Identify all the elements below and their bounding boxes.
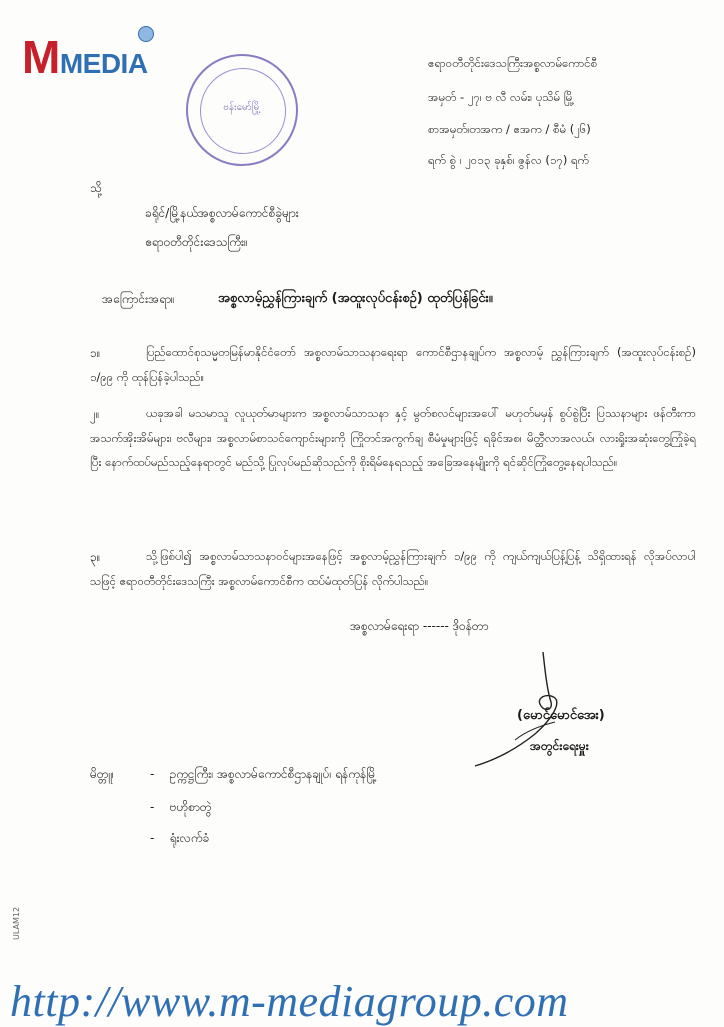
cc-item: - ဥက္ကဋ္ဌကြီး၊ အစ္စလာမ်ကောင်စီဌာနချုပ်၊ ရန်ကုန်မြို့ [150,767,377,781]
subject-label: အကြောင်းအရာ။ [102,292,175,306]
signer-name: (မောင်မောင်အေး) [517,708,605,723]
header-org: ဧရာဝတီတိုင်းဒေသကြီးအစ္စလာမ်ကောင်စီ [428,56,598,70]
paragraph-2: ယခုအခါ မသမာသူ လူယုတ်မာများက အစ္စလာမ်သာသနာ နှင့် မွတ်စလင်များအပေါ် မဟုတ်မမှန် စွပ်စွဲပြီး ပြဿနာများ ဖန်တီးကာ အသက်အိုးအိမ်များ၊ ဗလီများ၊ အစ္စလာမ်စာသင်ကျောင်းများကို ကြိုတင်အကွက်ချ စီမံမှုများဖြင့် ရခိုင်အစ၊ မိတ္ထီလာအလယ်၊ လားရှိုးအဆုံးတွေ့ကြုံခဲ့ရပြီး နောက်ထပ်မည်သည့်နေရာတွင် မည်သို့ ပြုလုပ်မည်ဆိုသည်ကို စိုးရိမ်နေရသည့် အခြေအနေမျိုးကို ရင်ဆိုင်ကြုံတွေ့နေရပါသည်။ [90,406,696,469]
footer-url-watermark: http://www.m-mediagroup.com [10,977,569,1026]
paragraph-1: ပြည်ထောင်စုသမ္မတမြန်မာနိုင်ငံတော် အစ္စလာမ်သာသနာရေးရာ ကောင်စီဌာနချုပ်က အစ္စလာမ့် ညွှန်ကြားချက် (အထူးလုပ်ငန်းစဉ်) ၁/၉၉ ကို ထုန်ပြန်ခဲ့ပါသည်။ [90,345,696,384]
subject-title: အစ္စလာမ့်ညွှန်ကြားချက် (အထူးလုပ်ငန်းစဉ်) ထုတ်ပြန်ခြင်း။ [218,291,493,306]
cc-item-text: ဗဟိုစာတွဲ [169,800,212,814]
globe-icon [138,26,154,42]
cc-item: - ရုံးလက်ခံ [150,831,210,845]
paragraph-3: သို့ဖြစ်ပါ၍ အစ္စလာမ်သာသနာဝင်များအနေဖြင့် အစ္စလာမ့်ညွှန်ကြားချက် ၁/၉၉ ကို ကျယ်ကျယ်ပြန့်ပြန့် သိရှိထားရန် လိုအပ်လာပါသဖြင့် ဧရာဝတီတိုင်းဒေသကြီး အစ္စလာမ်ကောင်စီက ထပ်မံထုတ်ပြန် လိုက်ပါသည်။ [90,549,696,588]
paragraph-2-number: ၂။ [90,407,100,421]
recipient-to: သို့ [90,181,102,195]
header-address: အမှတ် - ၂၇၊ ဗ လီ လမ်း၊ ပုသိမ် မြို့ [428,90,574,104]
logo-text: MEDIA [59,48,148,79]
paragraph-1-number: ၁။ [90,346,101,360]
signer-title: အတွင်းရေးမှူး [530,739,589,753]
cc-item: - ဗဟိုစာတွဲ [150,800,212,814]
side-code: ULAM12 [12,906,21,940]
mmedia-logo [22,30,148,84]
cc-item-text: ရုံးလက်ခံ [169,831,210,845]
office-seal [186,54,298,166]
closing-line: အစ္စလာမ်ရေးရာ ------ ဒိုဝန်တာ [350,619,489,633]
cc-label: မိတ္တူ၊ [90,767,114,781]
header-date: ရက် စွဲ ၊ ၂၀၁၃ ခုနှစ်၊ ဇွန်လ (၁၇) ရက် [428,153,589,167]
logo-letter-m: M [22,31,60,83]
recipient-line1: ခရိုင်/မြို့နယ်အစ္စလာမ်ကောင်စီခွဲများ [145,206,299,220]
header-ref-number: စာအမှတ်၊တအက / ဧအက / စီမံ (၂၆) [428,122,591,136]
paragraph-3-number: ၃။ [90,550,101,564]
seal-center-text: ဗန်းမော်မြို့ [223,102,261,113]
recipient-line2: ဧရာဝတီတိုင်းဒေသကြီး။ [145,235,248,249]
cc-item-text: ဥက္ကဋ္ဌကြီး၊ အစ္စလာမ်ကောင်စီဌာနချုပ်၊ ရန်ကုန်မြို့ [169,767,377,781]
